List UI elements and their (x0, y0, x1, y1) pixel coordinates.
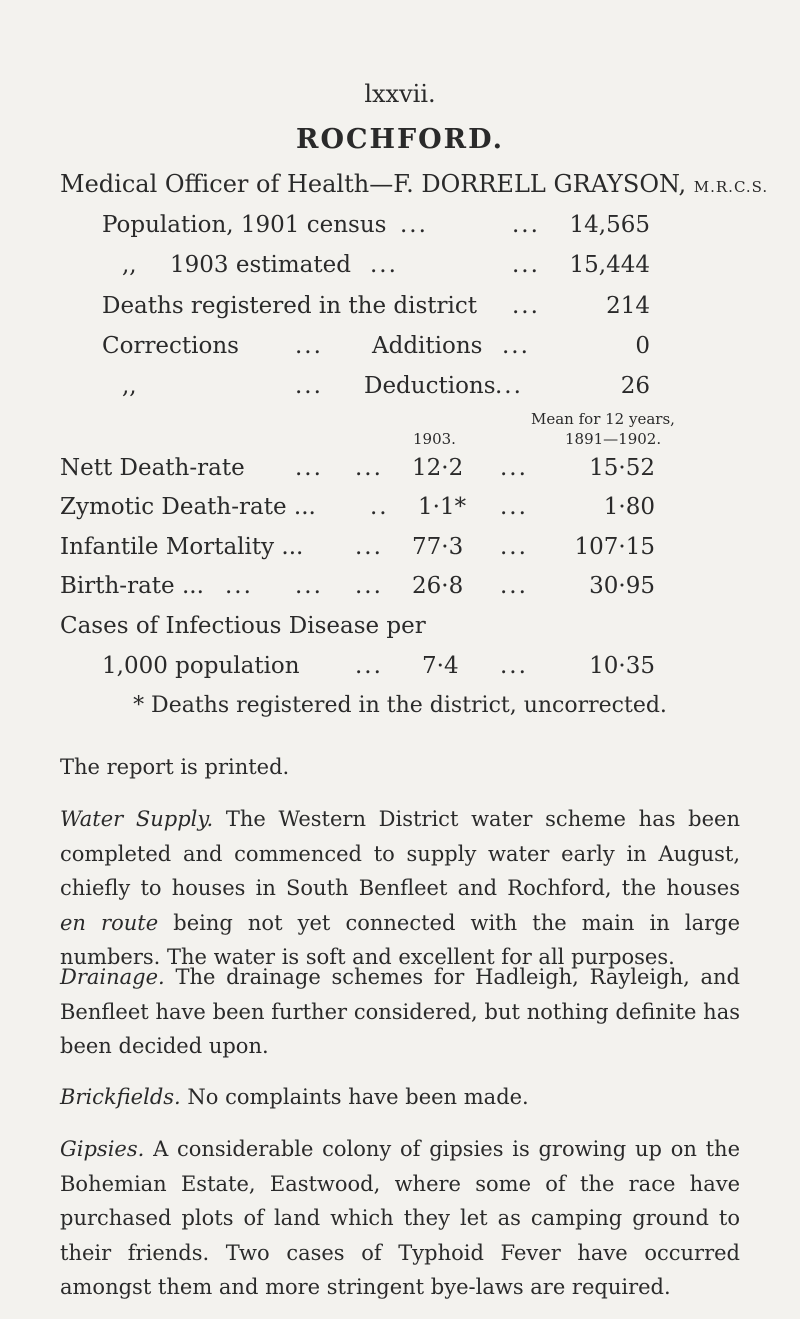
deaths-value: 214 (606, 293, 650, 319)
medical-officer-line: Medical Officer of Health—F. DORRELL GRAYSON, M.R.C.S. (60, 170, 769, 198)
row-mean-value: 10·35 (589, 653, 655, 679)
population-census-value: 14,565 (569, 212, 650, 238)
section-text: The drainage schemes for Hadleigh, Rayleigh, and Benfleet have been further considered, but nothing definite has been decided upon. (60, 965, 740, 1058)
population-estimated-value: 15,444 (569, 252, 650, 278)
row-label: Birth-rate ... (60, 573, 204, 599)
section-italic: en route (60, 910, 159, 935)
deductions-label: Deductions (364, 373, 496, 399)
section-drainage (60, 960, 740, 1064)
page-number: lxxvii. (364, 80, 436, 108)
row-year-value: 77·3 (412, 534, 464, 560)
medical-officer-name: F. DORRELL GRAYSON, (393, 170, 687, 198)
section-heading: Gipsies. (60, 1137, 145, 1161)
row-year-value: 7·4 (422, 653, 459, 679)
row-year-value: 1·1* (418, 494, 467, 520)
population-census-label: Population, 1901 census (102, 212, 387, 238)
row-mean-value: 107·15 (574, 534, 655, 560)
ditto-mark: ,, (122, 252, 137, 278)
section-heading: Drainage. (60, 965, 165, 989)
additions-value: 0 (635, 333, 650, 359)
col-header-year: 1903. (413, 430, 456, 448)
row-year-value: 12·2 (412, 455, 464, 481)
section-text-continued: being not yet connected with the main in large numbers. The water is soft and excellent for all purposes. (60, 910, 741, 969)
population-estimated-label: 1903 estimated (170, 252, 351, 278)
corrections-label: Corrections (102, 333, 239, 359)
row-mean-value: 30·95 (589, 573, 655, 599)
row-year-value: 26·8 (412, 573, 464, 599)
medical-officer-label: Medical Officer of Health (60, 170, 370, 198)
ditto-mark: ,, (122, 373, 137, 399)
section-heading: Water Supply. (60, 807, 214, 831)
section-gipsies (60, 1132, 740, 1305)
row-label: Zymotic Death-rate ... (60, 494, 316, 520)
section-text: No complaints have been made. (187, 1085, 529, 1109)
section-water-supply (60, 802, 740, 975)
row-label: Cases of Infectious Disease per (60, 613, 426, 639)
additions-label: Additions (372, 333, 483, 359)
footnote: * Deaths registered in the district, uncorrected. (133, 693, 667, 718)
deaths-label: Deaths registered in the district (102, 293, 477, 319)
row-label: Infantile Mortality ... (60, 534, 304, 560)
col-header-mean-line2: 1891—1902. (565, 430, 662, 448)
row-mean-value: 1·80 (603, 494, 655, 520)
deductions-value: 26 (620, 373, 650, 399)
section-heading: Brickfields. (60, 1085, 181, 1109)
row-label-continued: 1,000 population (102, 653, 300, 679)
row-mean-value: 15·52 (589, 455, 655, 481)
report-note: The report is printed. (60, 755, 290, 779)
medical-officer-qualifications: M.R.C.S. (693, 178, 769, 196)
row-label: Nett Death-rate (60, 455, 245, 481)
col-header-mean-line1: Mean for 12 years, (531, 410, 675, 428)
section-text: The Western District water scheme has been completed and commenced to supply water early in August, chiefly to houses in South Benfleet and Rochford, the houses (60, 807, 740, 900)
section-brickfields (60, 1080, 740, 1115)
page-title: ROCHFORD. (296, 124, 504, 155)
section-text: A considerable colony of gipsies is growing up on the Bohemian Estate, Eastwood, where some of the race have purchased plots of land which they let as camping ground to their friends. Two cases of Typhoid Fever have occurred amongst them and more stringent bye-laws are required. (60, 1137, 740, 1299)
